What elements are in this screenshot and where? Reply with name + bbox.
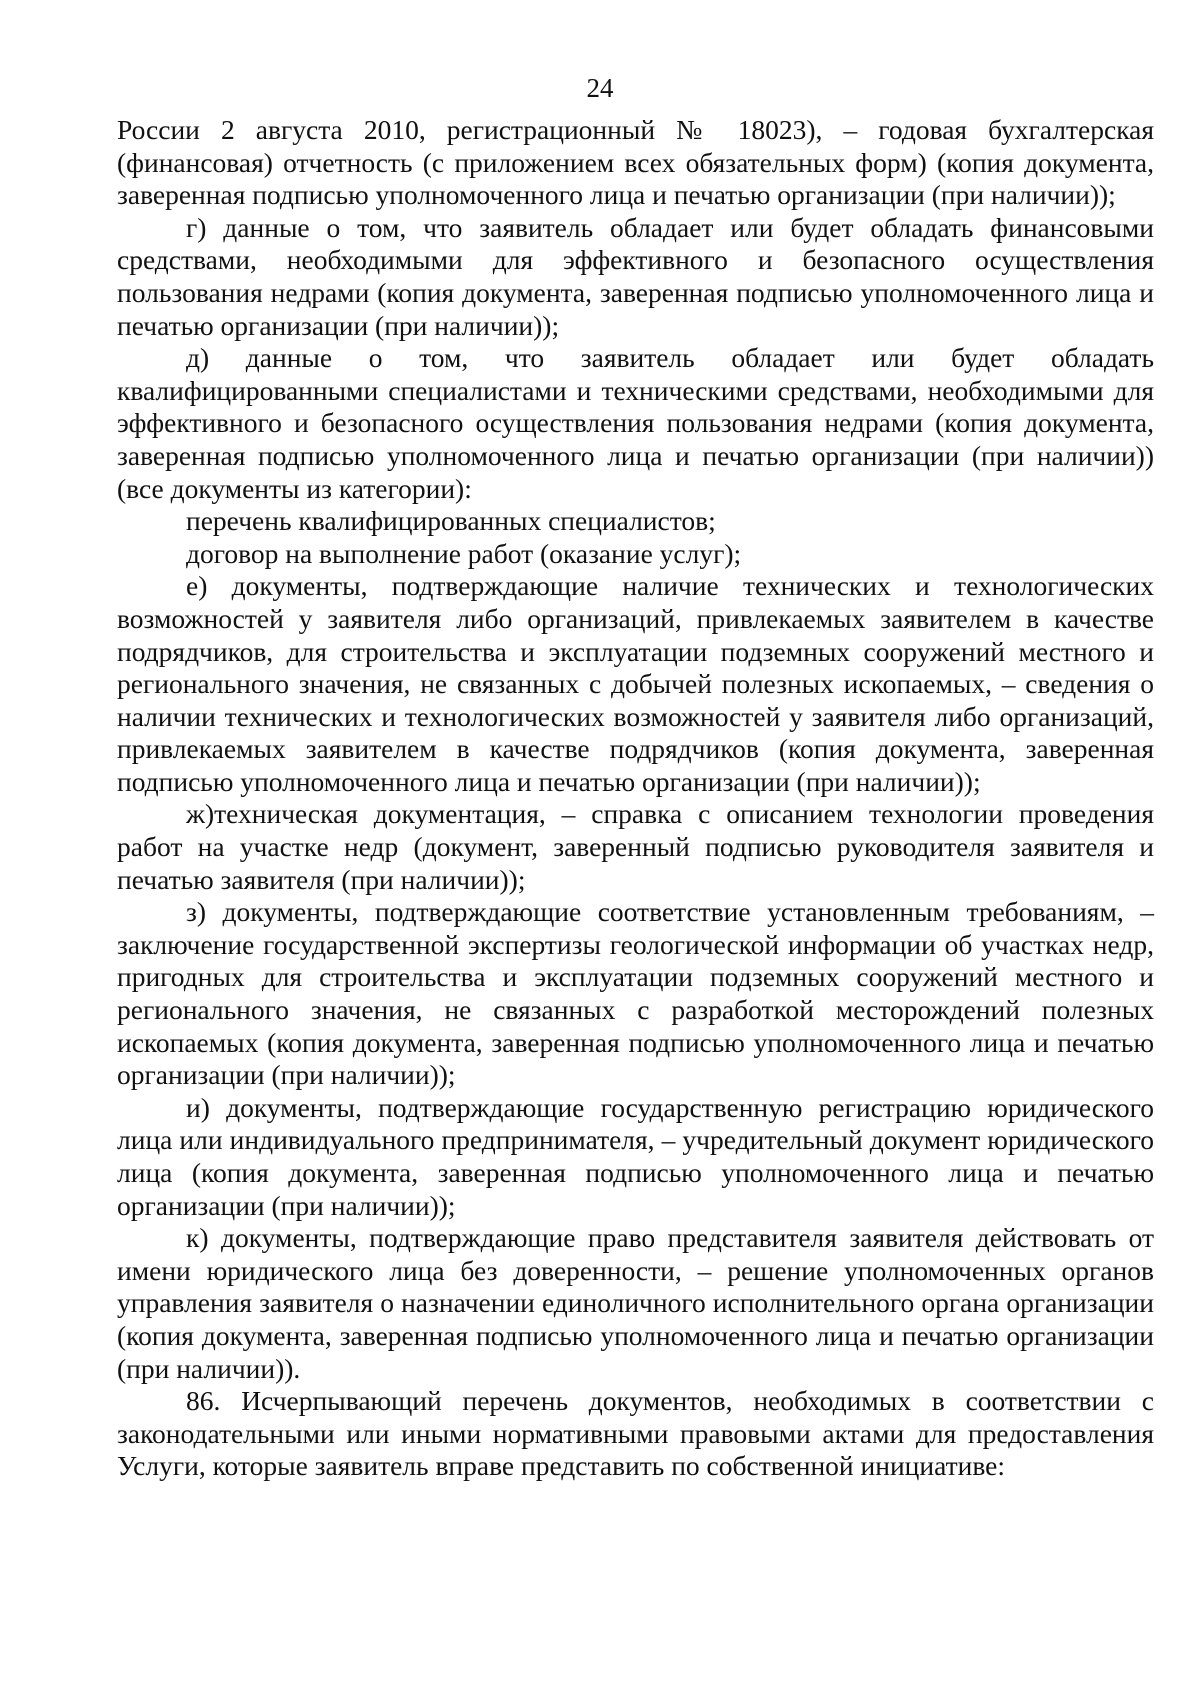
paragraph-continuation: России 2 августа 2010, регистрационный № 18023), – годовая бухгалтерская (финансовая) отчетность (с приложением всех обязательных форм) (копия документа, заверенная подписью уполномоченного лица и печатью организации (при наличии)); <box>117 114 1154 211</box>
paragraph-item-i: и) документы, подтверждающие государственную регистрацию юридического лица или индивидуального предпринимателя, – учредительный документ юридического лица (копия документа, заверенная подписью уполномоченного лица и печатью организации (при наличии)); <box>117 1091 1154 1221</box>
paragraph-section-86: 86. Исчерпывающий перечень документов, необходимых в соответствии с законодательными или иными нормативными правовыми актами для предоставления Услуги, которые заявитель вправе представить по собственной инициативе: <box>117 1385 1154 1482</box>
page-number: 24 <box>586 73 614 103</box>
document-body <box>117 114 1154 1483</box>
paragraph-item-d: д) данные о том, что заявитель обладает или будет обладать квалифицированными специалистами и техническими средствами, необходимыми для эффективного и безопасного осуществления пользования недрами (копия документа, заверенная подписью уполномоченного лица и печатью организации (при наличии)) (все документы из категории): <box>117 342 1154 504</box>
paragraph-item-zh: ж)техническая документация, – справка с описанием технологии проведения работ на участке недр (документ, заверенный подписью руководителя заявителя и печатью заявителя (при наличии)); <box>117 798 1154 895</box>
paragraph-item-e: е) документы, подтверждающие наличие технических и технологических возможностей у заявителя либо организаций, привлекаемых заявителем в качестве подрядчиков, для строительства и эксплуатации подземных сооружений местного и регионального значения, не связанных с добычей полезных ископаемых, – сведения о наличии технических и технологических возможностей у заявителя либо организаций, привлекаемых заявителем в качестве подрядчиков (копия документа, заверенная подписью уполномоченного лица и печатью организации (при наличии)); <box>117 570 1154 797</box>
paragraph-specialists-list: перечень квалифицированных специалистов; <box>186 505 716 537</box>
paragraph-item-z: з) документы, подтверждающие соответствие установленным требованиям, – заключение государственной экспертизы геологической информации об участках недр, пригодных для строительства и эксплуатации подземных сооружений местного и регионального значения, не связанных с разработкой месторождений полезных ископаемых (копия документа, заверенная подписью уполномоченного лица и печатью организации (при наличии)); <box>117 896 1154 1091</box>
paragraph-item-k: к) документы, подтверждающие право представителя заявителя действовать от имени юридического лица без доверенности, – решение уполномоченных органов управления заявителя о назначении единоличного исполнительного органа организации (копия документа, заверенная подписью уполномоченного лица и печатью организации (при наличии)). <box>117 1222 1154 1384</box>
paragraph-work-contract: договор на выполнение работ (оказание услуг); <box>186 537 742 569</box>
paragraph-item-g: г) данные о том, что заявитель обладает или будет обладать финансовыми средствами, необходимыми для эффективного и безопасного осуществления пользования недрами (копия документа, заверенная подписью уполномоченного лица и печатью организации (при наличии)); <box>117 211 1154 341</box>
